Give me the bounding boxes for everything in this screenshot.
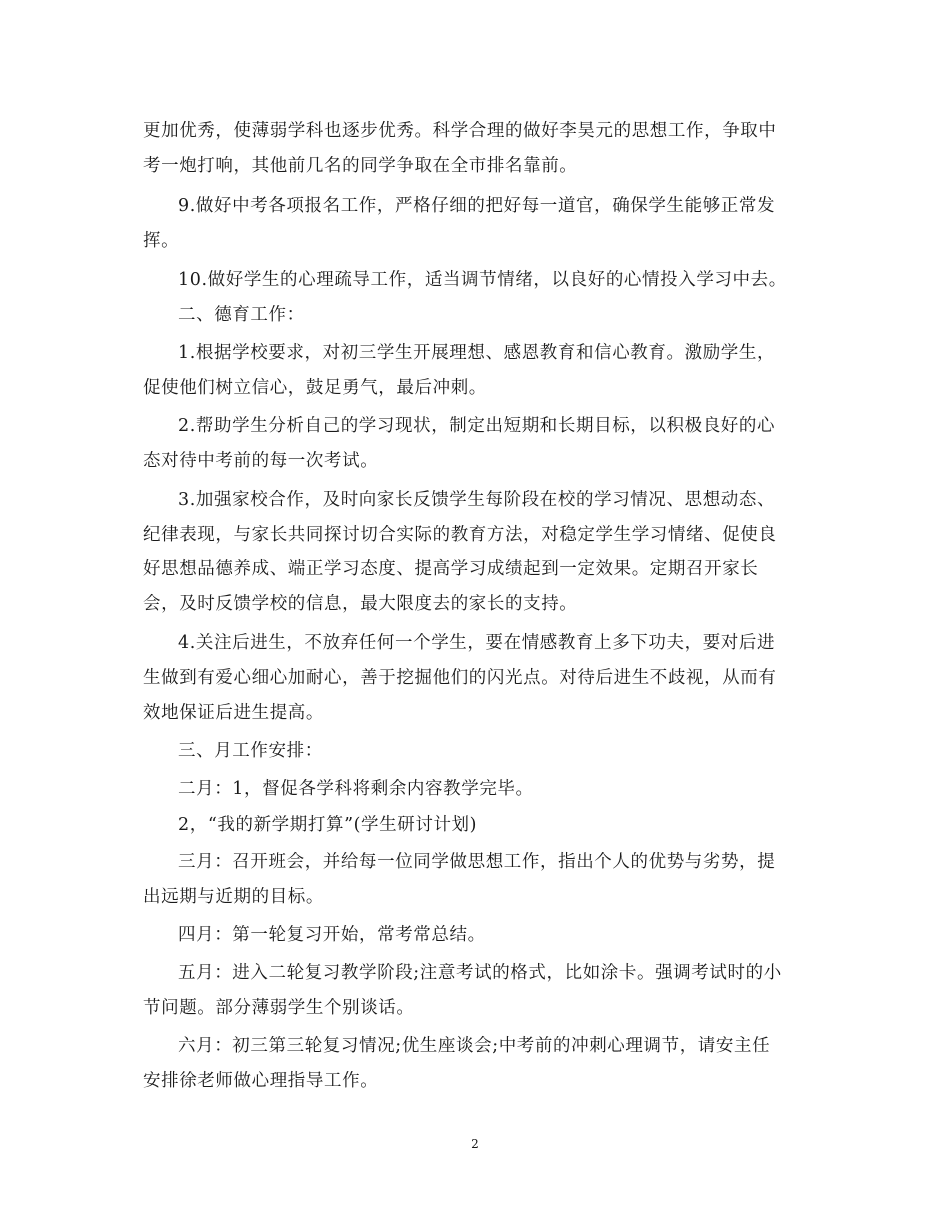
text-line: 出远期与近期的目标。 — [143, 887, 324, 907]
text-line: 促使他们树立信心，鼓足勇气，最后冲刺。 — [143, 378, 487, 398]
text-line: 4.关注后进生，不放弃任何一个学生，要在情感教育上多下功夫，要对后进 — [178, 633, 776, 653]
text-line: 四月：第一轮复习开始，常考常总结。 — [178, 925, 486, 945]
text-line: 三月：召开班会，并给每一位同学做思想工作，指出个人的优势与劣势，提 — [178, 852, 776, 872]
section-heading: 三、月工作安排： — [178, 741, 323, 761]
text-line: 9.做好中考各项报名工作，严格仔细的把好每一道官，确保学生能够正常发 — [178, 196, 776, 216]
text-line: 10.做好学生的心理疏导工作，适当调节情绪，以良好的心情投入学习中去。 — [178, 270, 787, 290]
text-line: 好思想品德养成、端正学习态度、提高学习成绩起到一定效果。定期召开家长 — [143, 559, 759, 579]
page-number: 2 — [471, 1137, 479, 1151]
text-line: 效地保证后进生提高。 — [143, 703, 324, 723]
text-line: 五月：进入二轮复习教学阶段;注意考试的格式，比如涂卡。强调考试时的小 — [178, 963, 782, 983]
text-line: 生做到有爱心细心加耐心，善于挖掘他们的闪光点。对待后进生不歧视，从而有 — [143, 668, 777, 688]
section-heading: 二、德育工作： — [178, 305, 305, 325]
text-line: 会，及时反馈学校的信息，最大限度去的家长的支持。 — [143, 594, 578, 614]
text-line: 挥。 — [143, 231, 180, 251]
text-line: 节问题。部分薄弱学生个别谈话。 — [143, 998, 415, 1018]
text-line: 态对待中考前的每一次考试。 — [143, 451, 379, 471]
text-line: 2.帮助学生分析自己的学习现状，制定出短期和长期目标，以积极良好的心 — [178, 416, 776, 436]
text-line: 1.根据学校要求，对初三学生开展理想、感恩教育和信心教育。激励学生， — [178, 343, 776, 363]
text-line: 安排徐老师做心理指导工作。 — [143, 1071, 379, 1091]
text-line: 纪律表现，与家长共同探讨切合实际的教育方法，对稳定学生学习情绪、促使良 — [143, 525, 777, 545]
text-line: 考一炮打响，其他前几名的同学争取在全市排名靠前。 — [143, 156, 578, 176]
text-line: 六月：初三第三轮复习情况;优生座谈会;中考前的冲刺心理调节，请安主任 — [178, 1036, 771, 1056]
text-line: 二月：1，督促各学科将剩余内容教学完毕。 — [178, 779, 534, 799]
text-line: 更加优秀，使薄弱学科也逐步优秀。科学合理的做好李昊元的思想工作，争取中 — [143, 121, 777, 141]
text-line: 2，“我的新学期打算”(学生研讨计划) — [178, 815, 478, 835]
text-line: 3.加强家校合作，及时向家长反馈学生每阶段在校的学习情况、思想动态、 — [178, 490, 776, 510]
